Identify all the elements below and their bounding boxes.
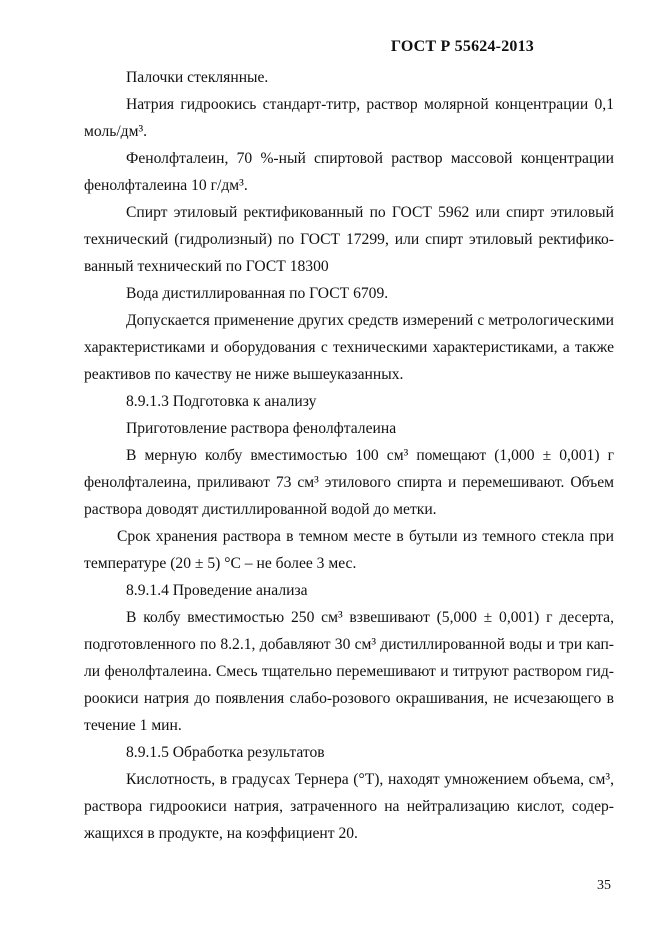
paragraph-ethyl-alcohol: Спирт этиловый ректификованный по ГОСТ 5962 или спирт этиловый технический (гидролизный) по ГОСТ 17299, или спирт этиловый ректифико-ванный технический по ГОСТ 18300 — [84, 204, 614, 275]
paragraph-storage: Срок хранения раствора в темном месте в бутыли из темного стекла при температуре (20 ± 5) °С – не более 3 мес. — [84, 528, 614, 572]
paragraph-alternatives: Допускается применение других средств измерений с метрологическими характеристиками и оборудования с техническими характеристиками, а также реактивов по качеству не ниже вышеуказанных. — [84, 312, 614, 383]
paragraph-distilled-water: Вода дистиллированная по ГОСТ 6709. — [126, 285, 389, 302]
paragraph-sodium-hydroxide: Натрия гидроокись стандарт-титр, раствор молярной концентрации 0,1 моль/дм³. — [84, 96, 614, 140]
paragraph-flask-procedure: В мерную колбу вместимостью 100 см³ помещают (1,000 ± 0,001) г фенолфталеина, приливают 73 см³ этилового спирта и перемешивают. Объем раствора доводят дистиллированной водой до метки. — [84, 447, 614, 518]
paragraph-acidity-calculation: Кислотность, в градусах Тернера (°Т), находят умножением объема, см³, раствора гидроокиси натрия, затраченного на нейтрализацию кислот, содер-жащихся в продукте, на коэффициент 20. — [84, 771, 614, 842]
section-heading-preparation: 8.9.1.3 Подготовка к анализу — [126, 393, 317, 410]
document-header: ГОСТ Р 55624-2013 — [390, 38, 534, 55]
subheading-solution-preparation: Приготовление раствора фенолфталеина — [126, 420, 397, 437]
page-number: 35 — [597, 878, 611, 893]
paragraph-phenolphthalein: Фенолфталеин, 70 %-ный спиртовой раствор массовой концентрации фенолфталеина 10 г/дм³. — [84, 150, 614, 194]
section-heading-analysis: 8.9.1.4 Проведение анализа — [126, 582, 308, 599]
paragraph-glass-rods: Палочки стеклянные. — [126, 69, 269, 86]
document-body — [84, 64, 614, 847]
paragraph-analysis-procedure: В колбу вместимостью 250 см³ взвешивают (5,000 ± 0,001) г десерта, подготовленного по 8.2.1, добавляют 30 см³ дистиллированной воды и три кап-ли фенолфталеина. Смесь тщательно перемешивают и титруют раствором гид-роокиси натрия до появления слабо-розового окрашивания, не исчезающего в течение 1 мин. — [84, 609, 614, 734]
section-heading-results: 8.9.1.5 Обработка результатов — [126, 744, 325, 761]
